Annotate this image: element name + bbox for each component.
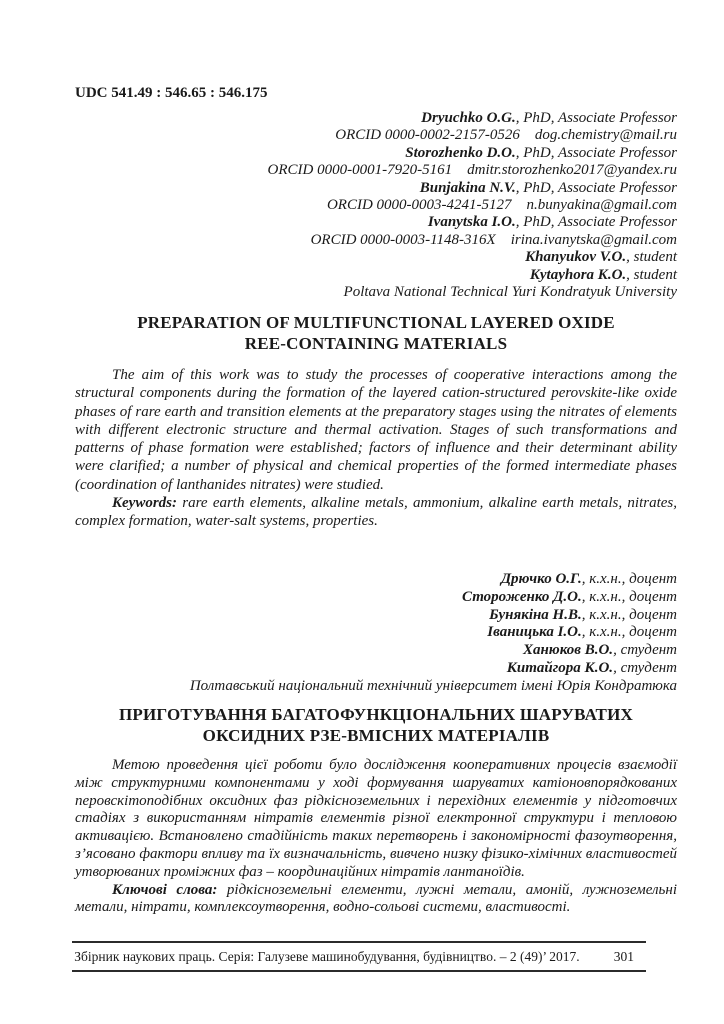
author-role: , student bbox=[626, 266, 677, 283]
author-line bbox=[75, 249, 677, 266]
article-title-ua-line2: ОКСИДНИХ РЗЕ-ВМІСНИХ МАТЕРІАЛІВ bbox=[202, 725, 550, 745]
keywords-en-label: Keywords: bbox=[112, 495, 177, 512]
author-role: , к.х.н., доцент bbox=[581, 624, 677, 641]
page-footer bbox=[72, 941, 646, 972]
author-role: , студент bbox=[613, 659, 677, 676]
orcid-id: ORCID 0000-0003-1148-316X bbox=[310, 231, 496, 248]
author-line bbox=[75, 267, 677, 284]
author-role: , к.х.н., доцент bbox=[581, 606, 677, 623]
author-name: Kytayhora K.O. bbox=[529, 266, 627, 283]
author-name: Дрючко О.Г. bbox=[500, 571, 582, 587]
author-name: Іваницька І.О. bbox=[487, 624, 582, 641]
author-role: , PhD, Associate Professor bbox=[515, 214, 677, 231]
keywords-ua-text: рідкісноземельні елементи, лужні метали, амоній, лужноземельні метали, нітрати, комплексоутворення, водно-сольові системи, властивості. bbox=[75, 881, 677, 916]
keywords-ua-label: Ключові слова: bbox=[112, 881, 218, 898]
author-name: Dryuchko O.G. bbox=[421, 110, 516, 126]
author-email: n.bunyakina@gmail.com bbox=[526, 197, 677, 214]
abstract-en bbox=[75, 366, 677, 531]
author-name: Бунякіна Н.В. bbox=[489, 606, 582, 623]
orcid-id: ORCID 0000-0001-7920-5161 bbox=[267, 162, 453, 179]
authors-block-en bbox=[75, 110, 677, 301]
author-line bbox=[75, 642, 677, 660]
author-orcid-line bbox=[75, 232, 677, 249]
author-line bbox=[75, 180, 677, 197]
author-line bbox=[75, 110, 677, 127]
author-name: Ханюков В.О. bbox=[522, 642, 614, 659]
author-role: , PhD, Associate Professor bbox=[515, 144, 677, 161]
author-line bbox=[75, 145, 677, 162]
article-title-en bbox=[75, 313, 677, 354]
article-title-ua bbox=[75, 705, 677, 746]
journal-series-line: Збірник наукових праць. Серія: Галузеве машинобудування, будівництво. – 2 (49)’ 2017. bbox=[74, 948, 580, 964]
author-email: dog.chemistry@mail.ru bbox=[534, 127, 677, 144]
author-name: Ivanytska I.O. bbox=[427, 214, 516, 231]
author-role: , PhD, Associate Professor bbox=[515, 110, 677, 126]
author-line bbox=[75, 660, 677, 678]
article-title-ua-line1: ПРИГОТУВАННЯ БАГАТОФУНКЦІОНАЛЬНИХ ШАРУВАТИХ bbox=[118, 705, 633, 724]
author-role: , PhD, Associate Professor bbox=[515, 179, 677, 196]
author-orcid-line bbox=[75, 162, 677, 179]
author-name: Китайгора К.О. bbox=[506, 659, 614, 676]
abstract-en-text: The aim of this work was to study the processes of cooperative interactions among the structural components during the formation of the layered cation-structured perovskite-like oxide phases of rare earth and transition elements at the preparatory stages using the nitrates of elements with different electronic structure and thermal activation. Stages of such transformations and patterns of phase formation were established; factors of influence and their determinant ability were clarified; a number of physical and chemical properties of the formed intermediate phases (coordination of lanthanides nitrates) were studied. bbox=[75, 367, 677, 493]
author-name: Khanyukov V.O. bbox=[525, 249, 627, 266]
authors-block-ua bbox=[75, 571, 677, 696]
author-line bbox=[75, 589, 677, 607]
author-role: , student bbox=[626, 249, 677, 266]
author-name: Bunjakina N.V. bbox=[419, 179, 516, 196]
author-line bbox=[75, 214, 677, 231]
keywords-en bbox=[75, 494, 677, 531]
abstract-ua bbox=[75, 757, 677, 917]
page-number: 301 bbox=[613, 948, 634, 964]
udc-code: UDC 541.49 : 546.65 : 546.175 bbox=[75, 85, 268, 101]
author-orcid-line bbox=[75, 197, 677, 214]
author-role: , студент bbox=[613, 642, 677, 659]
author-email: irina.ivanytska@gmail.com bbox=[510, 231, 677, 248]
article-title-en-line2: REE-CONTAINING MATERIALS bbox=[244, 333, 508, 353]
author-name: Storozhenko D.O. bbox=[405, 144, 516, 161]
affiliation-ua: Полтавський національний технічний університет імені Юрія Кондратюка bbox=[189, 677, 677, 694]
author-role: , к.х.н., доцент bbox=[581, 571, 677, 587]
author-line bbox=[75, 571, 677, 589]
keywords-ua bbox=[75, 882, 677, 918]
author-email: dmitr.storozhenko2017@yandex.ru bbox=[467, 162, 677, 179]
author-name: Стороженко Д.О. bbox=[461, 588, 582, 605]
abstract-ua-text: Метою проведення цієї роботи було дослідження кооперативних процесів взаємодії між структурними компонентами у ході формування шаруватих катіоновпорядкованих перовскітоподібних оксидних фаз рідкісноземельних і перехідних елементів у підготовчих стадіях з використанням нітратів елементів різної електронної структури і тепловою активацією. Встановлено стадійність таких перетворень і закономірності фазоутворення, з’ясовано фактори впливу та їх визначальність, вивчено низку фізико-хімічних властивостей утворюваних проміжних фаз – координаційних нітратів лантаноїдів. bbox=[75, 757, 677, 880]
author-line bbox=[75, 624, 677, 642]
affiliation-en: Poltava National Technical Yuri Kondratyuk University bbox=[343, 284, 677, 301]
author-orcid-line bbox=[75, 127, 677, 144]
author-role: , к.х.н., доцент bbox=[581, 588, 677, 605]
article-title-en-line1: PREPARATION OF MULTIFUNCTIONAL LAYERED OXIDE bbox=[137, 313, 615, 332]
keywords-en-text: rare earth elements, alkaline metals, ammonium, alkaline earth metals, nitrates, complex formation, water-salt systems, properties. bbox=[75, 495, 677, 530]
orcid-id: ORCID 0000-0003-4241-5127 bbox=[326, 197, 512, 214]
orcid-id: ORCID 0000-0002-2157-0526 bbox=[335, 127, 520, 144]
author-line bbox=[75, 607, 677, 625]
